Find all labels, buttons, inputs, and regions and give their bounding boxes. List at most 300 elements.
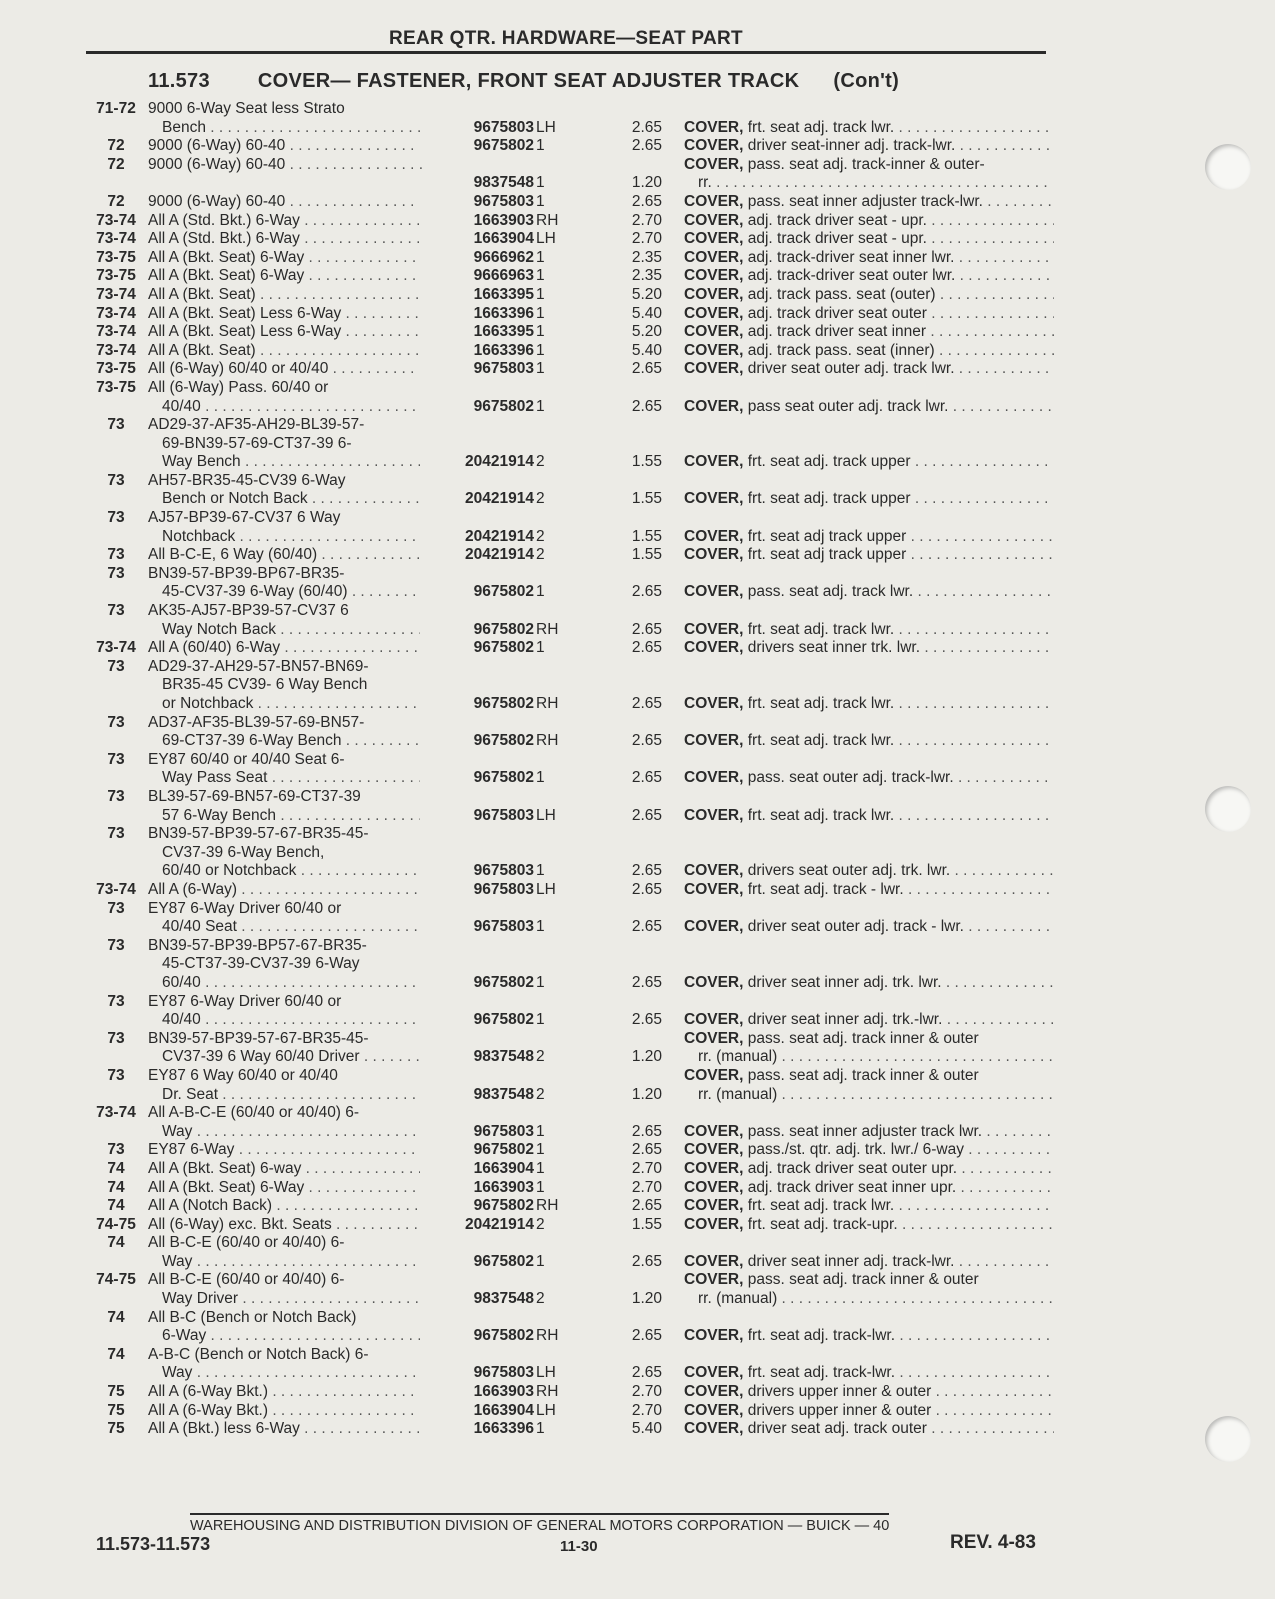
quantity: 1 <box>536 1252 545 1270</box>
application <box>148 1234 424 1271</box>
description <box>684 119 1054 138</box>
description <box>684 639 1054 658</box>
table-row <box>0 1309 1275 1346</box>
section-title <box>148 70 899 93</box>
price: 5.40 <box>631 341 662 359</box>
description-prefix: COVER, <box>684 806 744 824</box>
price: 2.70 <box>631 211 662 229</box>
application-line: All A (Std. Bkt.) 6-Way . . . <box>148 230 424 249</box>
model-year: 73-74 <box>96 285 136 303</box>
table-row <box>0 1197 1275 1216</box>
quantity: 1 <box>536 285 545 303</box>
part-number: 9675802 <box>420 732 534 751</box>
application-line: All (6-Way) 60/40 or 40/40 . . . <box>148 360 424 379</box>
part-number: 9675803 <box>420 918 534 937</box>
description-prefix: COVER, <box>684 341 744 359</box>
part-number: 20421914 <box>420 528 534 547</box>
quantity: 1 <box>536 360 545 378</box>
price: 1.20 <box>631 1085 662 1103</box>
application-line: AJ57-BP39-67-CV37 6 Way <box>148 509 341 527</box>
application-line: All A (Std. Bkt.) 6-Way . . . <box>148 212 424 231</box>
description-prefix: COVER, <box>684 192 744 210</box>
price: 1.55 <box>631 453 662 471</box>
application-line: 69-BN39-57-69-CT37-39 6- <box>162 434 352 452</box>
application-line: All A-B-C-E (60/40 or 40/40) 6- <box>148 1104 360 1122</box>
model-year: 73 <box>107 546 125 564</box>
table-row <box>0 900 1275 937</box>
application-line: EY87 6 Way 60/40 or 40/40 <box>148 1066 338 1084</box>
description <box>684 1402 1054 1421</box>
description-prefix: COVER, <box>684 1271 744 1289</box>
part-number: 9675803 <box>420 881 534 900</box>
application-line: Way Pass Seat . . . <box>148 769 424 788</box>
description-text: pass. seat adj. track inner & outer <box>747 1029 979 1047</box>
description-prefix: COVER, <box>684 1141 744 1159</box>
application <box>148 602 424 639</box>
model-year: 73-74 <box>96 211 136 229</box>
application-line: Way Notch Back . . . <box>148 621 424 640</box>
description-text: driver seat inner adj. trk. lwr. <box>747 973 942 991</box>
description-prefix: COVER, <box>684 973 744 991</box>
table-row <box>0 509 1275 546</box>
price: 1.55 <box>631 1215 662 1233</box>
application <box>148 825 424 881</box>
description-prefix: COVER, <box>684 583 744 601</box>
application <box>148 212 424 231</box>
description-text: adj. track driver seat inner <box>747 323 927 341</box>
description-text: frt. seat adj. track lwr. <box>747 118 895 136</box>
application-line: Way Bench . . . <box>148 453 424 472</box>
part-number: 1663396 <box>420 1420 534 1439</box>
application-line: All B-C (Bench or Notch Back) <box>148 1308 357 1326</box>
part-number: 1663903 <box>420 1383 534 1402</box>
application <box>148 658 424 714</box>
model-year: 73 <box>107 1029 125 1047</box>
application-line: All A (Bkt. Seat) Less 6-Way . . . <box>148 305 424 324</box>
table-row <box>0 156 1275 193</box>
price: 2.70 <box>631 1383 662 1401</box>
application-line: EY87 6-Way Driver 60/40 or <box>148 899 342 917</box>
quantity: 2 <box>536 490 545 508</box>
application <box>148 1346 424 1383</box>
table-row <box>0 1383 1275 1402</box>
application <box>148 156 424 175</box>
quantity: 1 <box>536 304 545 322</box>
price: 2.35 <box>631 267 662 285</box>
description-prefix: COVER, <box>684 1401 744 1419</box>
description-text: adj. track driver seat outer <box>747 304 927 322</box>
quantity: 1 <box>536 341 545 359</box>
description <box>684 1179 1054 1198</box>
model-year: 74 <box>107 1159 125 1177</box>
description-prefix: COVER, <box>684 1029 744 1047</box>
description-prefix: COVER, <box>684 211 744 229</box>
application <box>148 639 424 658</box>
price: 1.55 <box>631 490 662 508</box>
application-line: All A (Bkt. Seat) Less 6-Way . . . <box>148 323 424 342</box>
application-line: All B-C-E, 6 Way (60/40) . . . <box>148 546 424 565</box>
application <box>148 286 424 305</box>
application <box>148 1271 424 1308</box>
description <box>684 1197 1054 1216</box>
description <box>684 1030 1054 1067</box>
table-row <box>0 193 1275 212</box>
table-row <box>0 230 1275 249</box>
description-text: drivers upper inner & outer <box>747 1383 932 1401</box>
price: 2.65 <box>631 862 662 880</box>
part-number: 9837548 <box>420 1290 534 1309</box>
description <box>684 1067 1054 1104</box>
description-text: adj. track driver seat - upr. <box>747 211 927 229</box>
description-text: driver seat outer adj. track - lwr. <box>747 918 964 936</box>
application-line: AD37-AF35-BL39-57-69-BN57- <box>148 713 365 731</box>
description-continued: rr. . . . <box>684 174 1054 193</box>
part-number: 1663903 <box>420 1179 534 1198</box>
table-row <box>0 1067 1275 1104</box>
description <box>684 881 1054 900</box>
application-line: All (6-Way) exc. Bkt. Seats . . . <box>148 1216 424 1235</box>
application <box>148 993 424 1030</box>
quantity: 1 <box>536 973 545 991</box>
part-number: 9675802 <box>420 1197 534 1216</box>
price: 2.70 <box>631 1159 662 1177</box>
price: 2.65 <box>631 583 662 601</box>
price: 5.40 <box>631 304 662 322</box>
application <box>148 751 424 788</box>
model-year: 73 <box>107 471 125 489</box>
part-number: 9837548 <box>420 1048 534 1067</box>
price: 2.65 <box>631 118 662 136</box>
application <box>148 900 424 937</box>
description-text: driver seat inner adj. trk.-lwr. <box>747 1011 943 1029</box>
application-line: All A (Bkt. Seat) . . . <box>148 286 424 305</box>
model-year: 71-72 <box>96 100 136 117</box>
description <box>684 1253 1054 1272</box>
application-line: All A (60/40) 6-Way . . . <box>148 639 424 658</box>
application-line: 9000 (6-Way) 60-40 . . . <box>148 137 424 156</box>
description-prefix: COVER, <box>684 695 744 713</box>
description <box>684 1216 1054 1235</box>
description-text: frt. seat adj. track upper <box>747 490 911 508</box>
part-number: 9837548 <box>420 174 534 193</box>
quantity: 1 <box>536 639 545 657</box>
description <box>684 267 1054 286</box>
description-prefix: COVER, <box>684 285 744 303</box>
price: 2.65 <box>631 137 662 155</box>
description-text: adj. track driver seat outer upr. <box>747 1159 958 1177</box>
description <box>684 156 1054 193</box>
description-prefix: COVER, <box>684 397 744 415</box>
description-prefix: COVER, <box>684 1364 744 1382</box>
table-row <box>0 1271 1275 1308</box>
table-row <box>0 212 1275 231</box>
description-text: frt. seat adj. track lwr. <box>747 732 895 750</box>
quantity: 1 <box>536 267 545 285</box>
quantity: 1 <box>536 1011 545 1029</box>
description <box>684 1327 1054 1346</box>
binder-hole <box>1205 786 1251 832</box>
table-row <box>0 1179 1275 1198</box>
part-number: 9675803 <box>420 193 534 212</box>
table-row <box>0 546 1275 565</box>
description-text: frt. seat adj. track-lwr. <box>747 1364 896 1382</box>
table-row <box>0 1160 1275 1179</box>
application <box>148 788 424 825</box>
part-number: 20421914 <box>420 546 534 565</box>
table-row <box>0 342 1275 361</box>
quantity: 2 <box>536 1215 545 1233</box>
description-text: frt. seat adj. track lwr. <box>747 695 895 713</box>
application-line: All A (6-Way Bkt.) . . . <box>148 1383 424 1402</box>
application-line: All A (Bkt. Seat) 6-Way . . . <box>148 249 424 268</box>
quantity: 1 <box>536 397 545 415</box>
model-year: 73-74 <box>96 230 136 248</box>
application <box>148 881 424 900</box>
model-year: 73 <box>107 936 125 954</box>
table-row <box>0 751 1275 788</box>
model-year: 74-75 <box>96 1215 136 1233</box>
table-row <box>0 100 1275 137</box>
price: 2.65 <box>631 695 662 713</box>
table-row <box>0 658 1275 714</box>
application-line: 57 6-Way Bench . . . <box>148 807 424 826</box>
table-row <box>0 1234 1275 1271</box>
application-line: BN39-57-BP39-57-67-BR35-45- <box>148 825 369 843</box>
description <box>684 1364 1054 1383</box>
quantity: 1 <box>536 769 545 787</box>
binder-hole <box>1205 1416 1251 1462</box>
description-prefix: COVER, <box>684 862 744 880</box>
description-prefix: COVER, <box>684 620 744 638</box>
quantity: LH <box>536 806 556 824</box>
table-row <box>0 788 1275 825</box>
description <box>684 1141 1054 1160</box>
part-number: 9837548 <box>420 1086 534 1105</box>
application <box>148 937 424 993</box>
price: 1.20 <box>631 174 662 192</box>
description-prefix: COVER, <box>684 453 744 471</box>
description-text: drivers seat inner trk. lwr. <box>747 639 921 657</box>
application-line: 60/40 or Notchback . . . <box>148 862 424 881</box>
part-number: 9675803 <box>420 1123 534 1142</box>
table-row <box>0 1030 1275 1067</box>
model-year: 74 <box>107 1234 125 1252</box>
description-prefix: COVER, <box>684 1122 744 1140</box>
section-name: COVER— FASTENER, FRONT SEAT ADJUSTER TRACK <box>257 70 800 92</box>
model-year: 74-75 <box>96 1271 136 1289</box>
table-row <box>0 1216 1275 1235</box>
application <box>148 1104 424 1141</box>
application <box>148 565 424 602</box>
application <box>148 379 424 416</box>
model-year: 73 <box>107 825 125 843</box>
model-year: 72 <box>107 137 125 155</box>
price: 2.70 <box>631 1401 662 1419</box>
description <box>684 621 1054 640</box>
model-year: 73 <box>107 899 125 917</box>
part-number: 9675802 <box>420 639 534 658</box>
part-number: 9675802 <box>420 137 534 156</box>
description <box>684 807 1054 826</box>
description-text: frt. seat adj. track upper <box>747 453 911 471</box>
application-line: BN39-57-BP39-BP57-67-BR35- <box>148 936 367 954</box>
application-line: Way Driver . . . <box>148 1290 424 1309</box>
description <box>684 453 1054 472</box>
description-prefix: COVER, <box>684 1178 744 1196</box>
model-year: 74 <box>107 1345 125 1363</box>
part-number: 9666963 <box>420 267 534 286</box>
model-year: 73 <box>107 1066 125 1084</box>
binder-hole <box>1205 144 1251 190</box>
price: 2.65 <box>631 1364 662 1382</box>
application-line: All A (6-Way Bkt.) . . . <box>148 1402 424 1421</box>
part-number: 9675803 <box>420 119 534 138</box>
application <box>148 305 424 324</box>
quantity: 2 <box>536 1085 545 1103</box>
application-line: 9000 6-Way Seat less Strato <box>148 100 345 117</box>
description-text: frt. seat adj. track lwr. <box>747 620 895 638</box>
description-text: frt. seat adj. track lwr. <box>747 806 895 824</box>
description-prefix: COVER, <box>684 1011 744 1029</box>
model-year: 75 <box>107 1383 125 1401</box>
description-text: pass seat outer adj. track lwr. <box>747 397 949 415</box>
application <box>148 100 424 137</box>
part-number: 20421914 <box>420 1216 534 1235</box>
description-prefix: COVER, <box>684 546 744 564</box>
application <box>148 1160 424 1179</box>
price: 5.20 <box>631 285 662 303</box>
price: 2.65 <box>631 360 662 378</box>
description <box>684 1011 1054 1030</box>
table-row <box>0 137 1275 156</box>
part-number: 1663396 <box>420 305 534 324</box>
description-text: driver seat outer adj. track lwr. <box>747 360 955 378</box>
description-prefix: COVER, <box>684 1215 744 1233</box>
application <box>148 546 424 565</box>
application <box>148 137 424 156</box>
application <box>148 714 424 751</box>
price: 2.65 <box>631 1197 662 1215</box>
quantity: RH <box>536 695 559 713</box>
application <box>148 1179 424 1198</box>
table-row <box>0 1346 1275 1383</box>
model-year: 73-75 <box>96 267 136 285</box>
quantity: 1 <box>536 192 545 210</box>
table-row <box>0 267 1275 286</box>
quantity: 1 <box>536 1159 545 1177</box>
part-number: 1663904 <box>420 230 534 249</box>
model-year: 72 <box>107 192 125 210</box>
model-year: 73 <box>107 750 125 768</box>
part-number: 1663903 <box>420 212 534 231</box>
application-line: AD29-37-AH29-57-BN57-BN69- <box>148 657 369 675</box>
quantity: 1 <box>536 1122 545 1140</box>
application-line: 69-CT37-39 6-Way Bench . . . <box>148 732 424 751</box>
application <box>148 1216 424 1235</box>
description-continued: rr. (manual) . . . <box>684 1290 1054 1309</box>
part-number: 9666962 <box>420 249 534 268</box>
quantity: 2 <box>536 453 545 471</box>
application-line: All B-C-E (60/40 or 40/40) 6- <box>148 1271 345 1289</box>
model-year: 74 <box>107 1308 125 1326</box>
part-number: 9675802 <box>420 974 534 993</box>
quantity: 2 <box>536 1048 545 1066</box>
table-row <box>0 305 1275 324</box>
quantity: LH <box>536 1401 556 1419</box>
price: 2.35 <box>631 248 662 266</box>
description <box>684 732 1054 751</box>
table-row <box>0 714 1275 751</box>
description-text: adj. track-driver seat inner lwr. <box>747 248 955 266</box>
description-prefix: COVER, <box>684 137 744 155</box>
application-line: 9000 (6-Way) 60-40 . . . <box>148 193 424 212</box>
quantity: RH <box>536 620 559 638</box>
table-row <box>0 1141 1275 1160</box>
table-row <box>0 1420 1275 1439</box>
application <box>148 323 424 342</box>
application <box>148 1402 424 1421</box>
part-number: 1663904 <box>420 1160 534 1179</box>
quantity: 1 <box>536 1141 545 1159</box>
table-row <box>0 249 1275 268</box>
description-prefix: COVER, <box>684 880 744 898</box>
table-row <box>0 379 1275 416</box>
quantity: RH <box>536 1197 559 1215</box>
application-line: Way . . . <box>148 1123 424 1142</box>
table-row <box>0 937 1275 993</box>
description-text: adj. track driver seat - upr. <box>747 230 927 248</box>
part-number: 20421914 <box>420 453 534 472</box>
quantity: 1 <box>536 918 545 936</box>
description <box>684 695 1054 714</box>
price: 1.20 <box>631 1048 662 1066</box>
part-number: 1663395 <box>420 323 534 342</box>
description-text: pass./st. qtr. adj. trk. lwr./ 6-way <box>747 1141 964 1159</box>
application-line: EY87 6-Way . . . <box>148 1141 424 1160</box>
application-line: A-B-C (Bench or Notch Back) 6- <box>148 1345 369 1363</box>
table-row <box>0 360 1275 379</box>
quantity: 2 <box>536 527 545 545</box>
part-number: 9675803 <box>420 360 534 379</box>
part-number: 9675802 <box>420 1141 534 1160</box>
description-prefix: COVER, <box>684 267 744 285</box>
part-number: 1663395 <box>420 286 534 305</box>
page-header: REAR QTR. HARDWARE—SEAT PART <box>86 28 1046 54</box>
application-line: Notchback . . . <box>148 528 424 547</box>
section-continued: (Con't) <box>833 70 900 92</box>
application-line: BN39-57-BP39-57-67-BR35-45- <box>148 1029 369 1047</box>
application-line: Dr. Seat . . . <box>148 1086 424 1105</box>
model-year: 73-75 <box>96 360 136 378</box>
description-text: pass. seat adj. track-inner & outer- <box>747 155 985 173</box>
price: 2.70 <box>631 1178 662 1196</box>
price: 5.40 <box>631 1420 662 1438</box>
description-prefix: COVER, <box>684 1197 744 1215</box>
model-year: 75 <box>107 1401 125 1419</box>
description <box>684 1123 1054 1142</box>
description-text: pass. seat adj. track inner & outer <box>747 1066 979 1084</box>
price: 1.55 <box>631 546 662 564</box>
part-number: 9675802 <box>420 769 534 788</box>
footer-section-range: 11.573-11.573 <box>96 1534 211 1554</box>
application-line: Way . . . <box>148 1364 424 1383</box>
price: 2.70 <box>631 230 662 248</box>
application-line: CV37-39 6-Way Bench, <box>162 843 325 861</box>
section-number: 11.573 <box>148 70 210 92</box>
quantity: 2 <box>536 1290 545 1308</box>
description-text: pass. seat inner adjuster track-lwr. <box>747 192 983 210</box>
description-prefix: COVER, <box>684 248 744 266</box>
